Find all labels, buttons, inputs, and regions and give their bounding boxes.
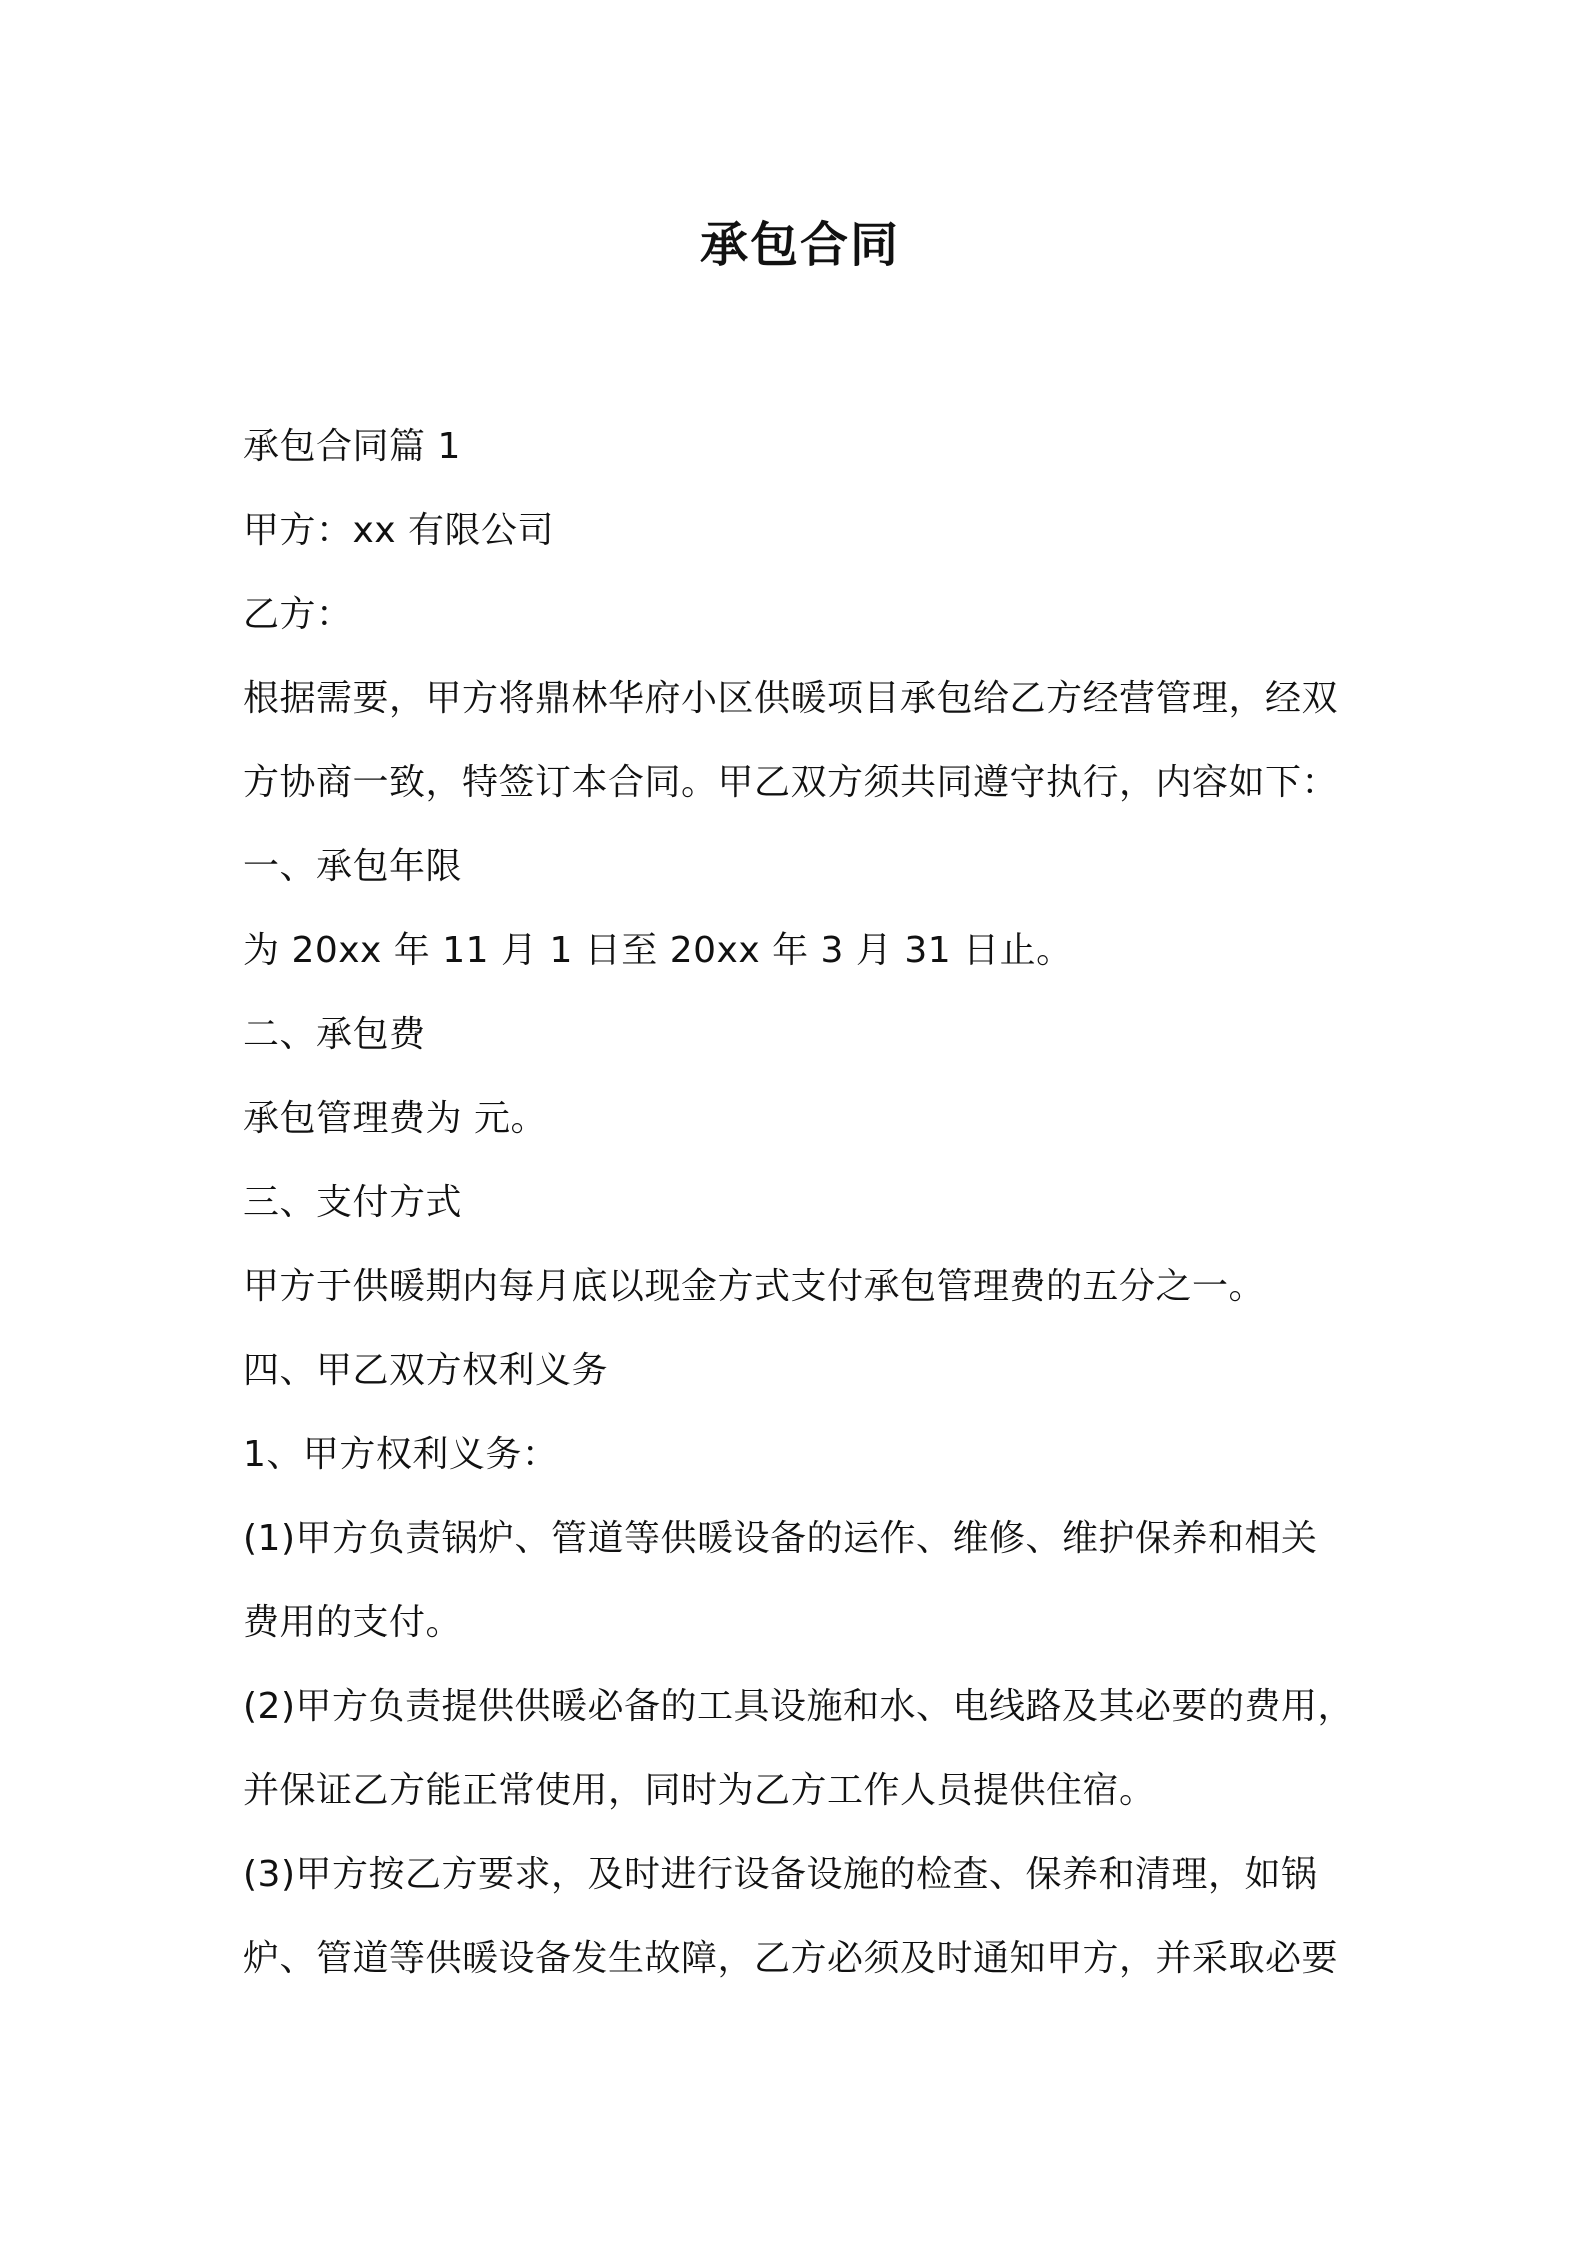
paragraph-line: (2)甲方负责提供供暖必备的工具设施和水、电线路及其必要的费用，	[243, 1686, 1354, 1727]
paragraph-line: 并保证乙方能正常使用，同时为乙方工作人员提供住宿。	[243, 1770, 1156, 1811]
document-body	[243, 405, 1373, 2001]
clause-heading: 三、支付方式	[243, 1182, 463, 1223]
paragraph-line: 为 20xx 年 11 月 1 日至 20xx 年 3 月 31 日止。	[243, 930, 1073, 971]
paragraph-line: 费用的支付。	[243, 1602, 463, 1643]
paragraph-line: 炉、管道等供暖设备发生故障，乙方必须及时通知甲方，并采取必要	[243, 1938, 1339, 1979]
party-a-line: 甲方：xx 有限公司	[243, 510, 555, 551]
clause-heading: 四、甲乙双方权利义务	[243, 1350, 609, 1391]
document-title: 承包合同	[699, 217, 900, 273]
section-heading: 承包合同篇 1	[243, 426, 461, 467]
paragraph-line: (3)甲方按乙方要求，及时进行设备设施的检查、保养和清理，如锅	[243, 1854, 1318, 1895]
paragraph-line: 甲方于供暖期内每月底以现金方式支付承包管理费的五分之一。	[243, 1266, 1266, 1307]
clause-heading: 二、承包费	[243, 1014, 426, 1055]
paragraph-line: (1)甲方负责锅炉、管道等供暖设备的运作、维修、维护保养和相关	[243, 1518, 1318, 1559]
clause-heading: 一、承包年限	[243, 846, 463, 887]
paragraph-line: 承包管理费为 元。	[243, 1098, 547, 1139]
paragraph-line: 根据需要，甲方将鼎林华府小区供暖项目承包给乙方经营管理，经双	[243, 678, 1339, 719]
subclause-heading: 1、甲方权利义务：	[243, 1434, 559, 1475]
paragraph-line: 方协商一致，特签订本合同。甲乙双方须共同遵守执行，内容如下：	[243, 762, 1339, 803]
party-b-line: 乙方：	[243, 594, 353, 635]
